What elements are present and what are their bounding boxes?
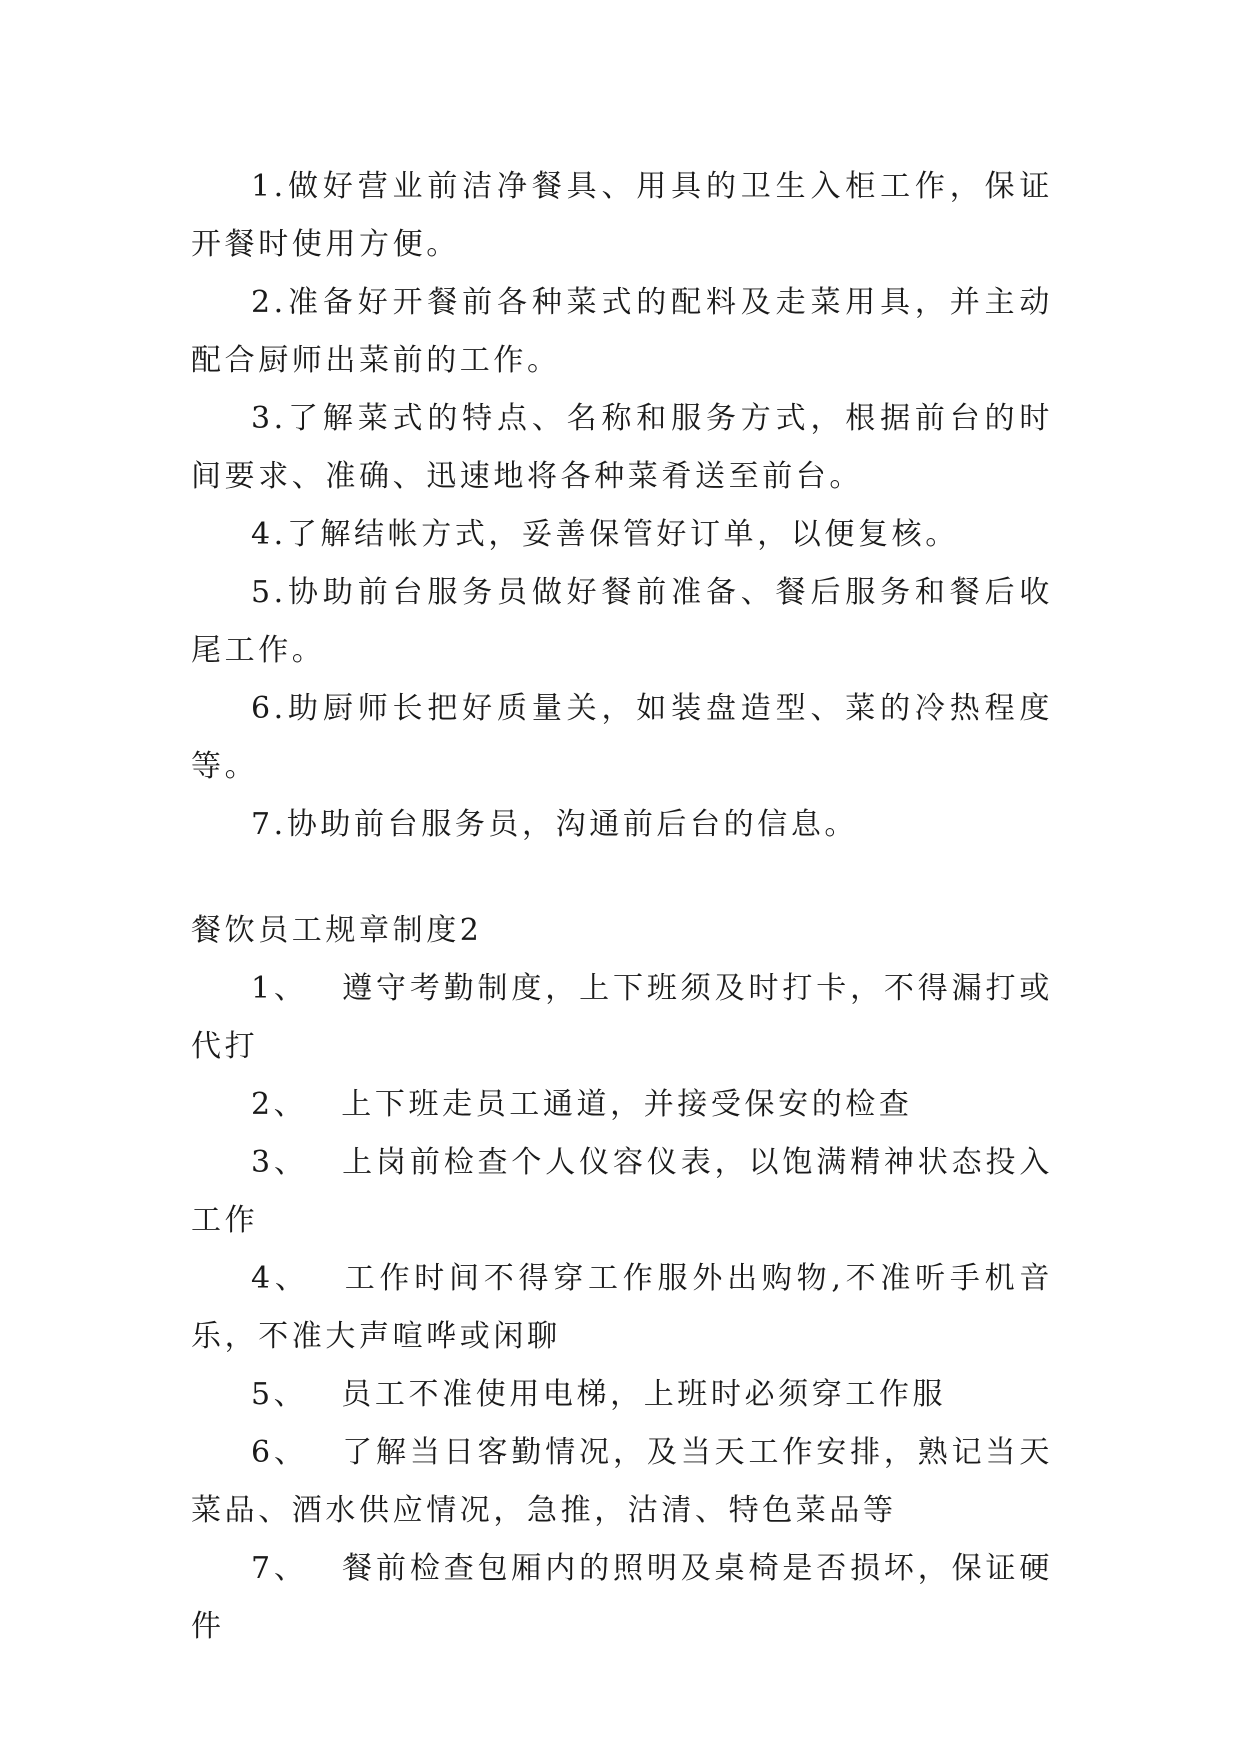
item-number: 2. — [251, 285, 287, 320]
item-number: 4、 — [251, 1261, 310, 1296]
item-number: 3、 — [251, 1145, 308, 1180]
list-item — [191, 1076, 1053, 1134]
list-item — [191, 506, 1053, 564]
item-text: 准备好开餐前各种菜式的配料及走菜用具，并主动配合厨师出菜前的工作。 — [191, 285, 1053, 378]
item-number: 7. — [251, 807, 287, 842]
item-text: 遵守考勤制度，上下班须及时打卡，不得漏打或代打 — [191, 971, 1053, 1064]
rules-list — [191, 960, 1053, 1656]
item-text: 了解结帐方式，妥善保管好订单，以便复核。 — [286, 517, 959, 552]
item-text: 协助前台服务员，沟通前后台的信息。 — [286, 807, 859, 842]
item-number: 6、 — [251, 1435, 308, 1470]
item-text: 助厨师长把好质量关，如装盘造型、菜的冷热程度等。 — [191, 691, 1053, 784]
list-item — [191, 390, 1053, 506]
document-page — [191, 158, 1053, 1656]
item-text: 协助前台服务员做好餐前准备、餐后服务和餐后收尾工作。 — [191, 575, 1053, 668]
list-item — [191, 680, 1053, 796]
item-text: 工作时间不得穿工作服外出购物,不准听手机音乐，不准大声喧哗或闲聊 — [191, 1261, 1053, 1354]
item-text: 了解当日客勤情况，及当天工作安排，熟记当天菜品、酒水供应情况，急推，沽清、特色菜品等 — [191, 1435, 1053, 1528]
item-number: 1、 — [251, 971, 308, 1006]
item-number: 2、 — [251, 1087, 308, 1122]
item-number: 5、 — [251, 1377, 308, 1412]
list-item — [191, 158, 1053, 274]
item-text: 上岗前检查个人仪容仪表，以饱满精神状态投入工作 — [191, 1145, 1053, 1238]
list-item — [191, 564, 1053, 680]
item-number: 7、 — [251, 1551, 308, 1586]
item-text: 餐前检查包厢内的照明及桌椅是否损坏，保证硬件 — [191, 1551, 1053, 1644]
list-item — [191, 1250, 1053, 1366]
item-text: 员工不准使用电梯，上班时必须穿工作服 — [341, 1377, 947, 1412]
list-item — [191, 1424, 1053, 1540]
list-item — [191, 274, 1053, 390]
list-item — [191, 796, 1053, 854]
list-item — [191, 1540, 1053, 1656]
list-item — [191, 1134, 1053, 1250]
item-number: 4. — [251, 517, 287, 552]
item-text: 上下班走员工通道，并接受保安的检查 — [341, 1087, 913, 1122]
section-title: 餐饮员工规章制度2 — [191, 913, 483, 948]
item-number: 3. — [251, 401, 287, 436]
duties-list — [191, 158, 1053, 854]
item-number: 1. — [251, 169, 287, 204]
list-item — [191, 960, 1053, 1076]
item-number: 6. — [251, 691, 287, 726]
list-item — [191, 1366, 1053, 1424]
item-number: 5. — [251, 575, 287, 610]
item-text: 了解菜式的特点、名称和服务方式，根据前台的时间要求、准确、迅速地将各种菜肴送至前台。 — [191, 401, 1053, 494]
item-text: 做好营业前洁净餐具、用具的卫生入柜工作，保证开餐时使用方便。 — [191, 169, 1053, 262]
